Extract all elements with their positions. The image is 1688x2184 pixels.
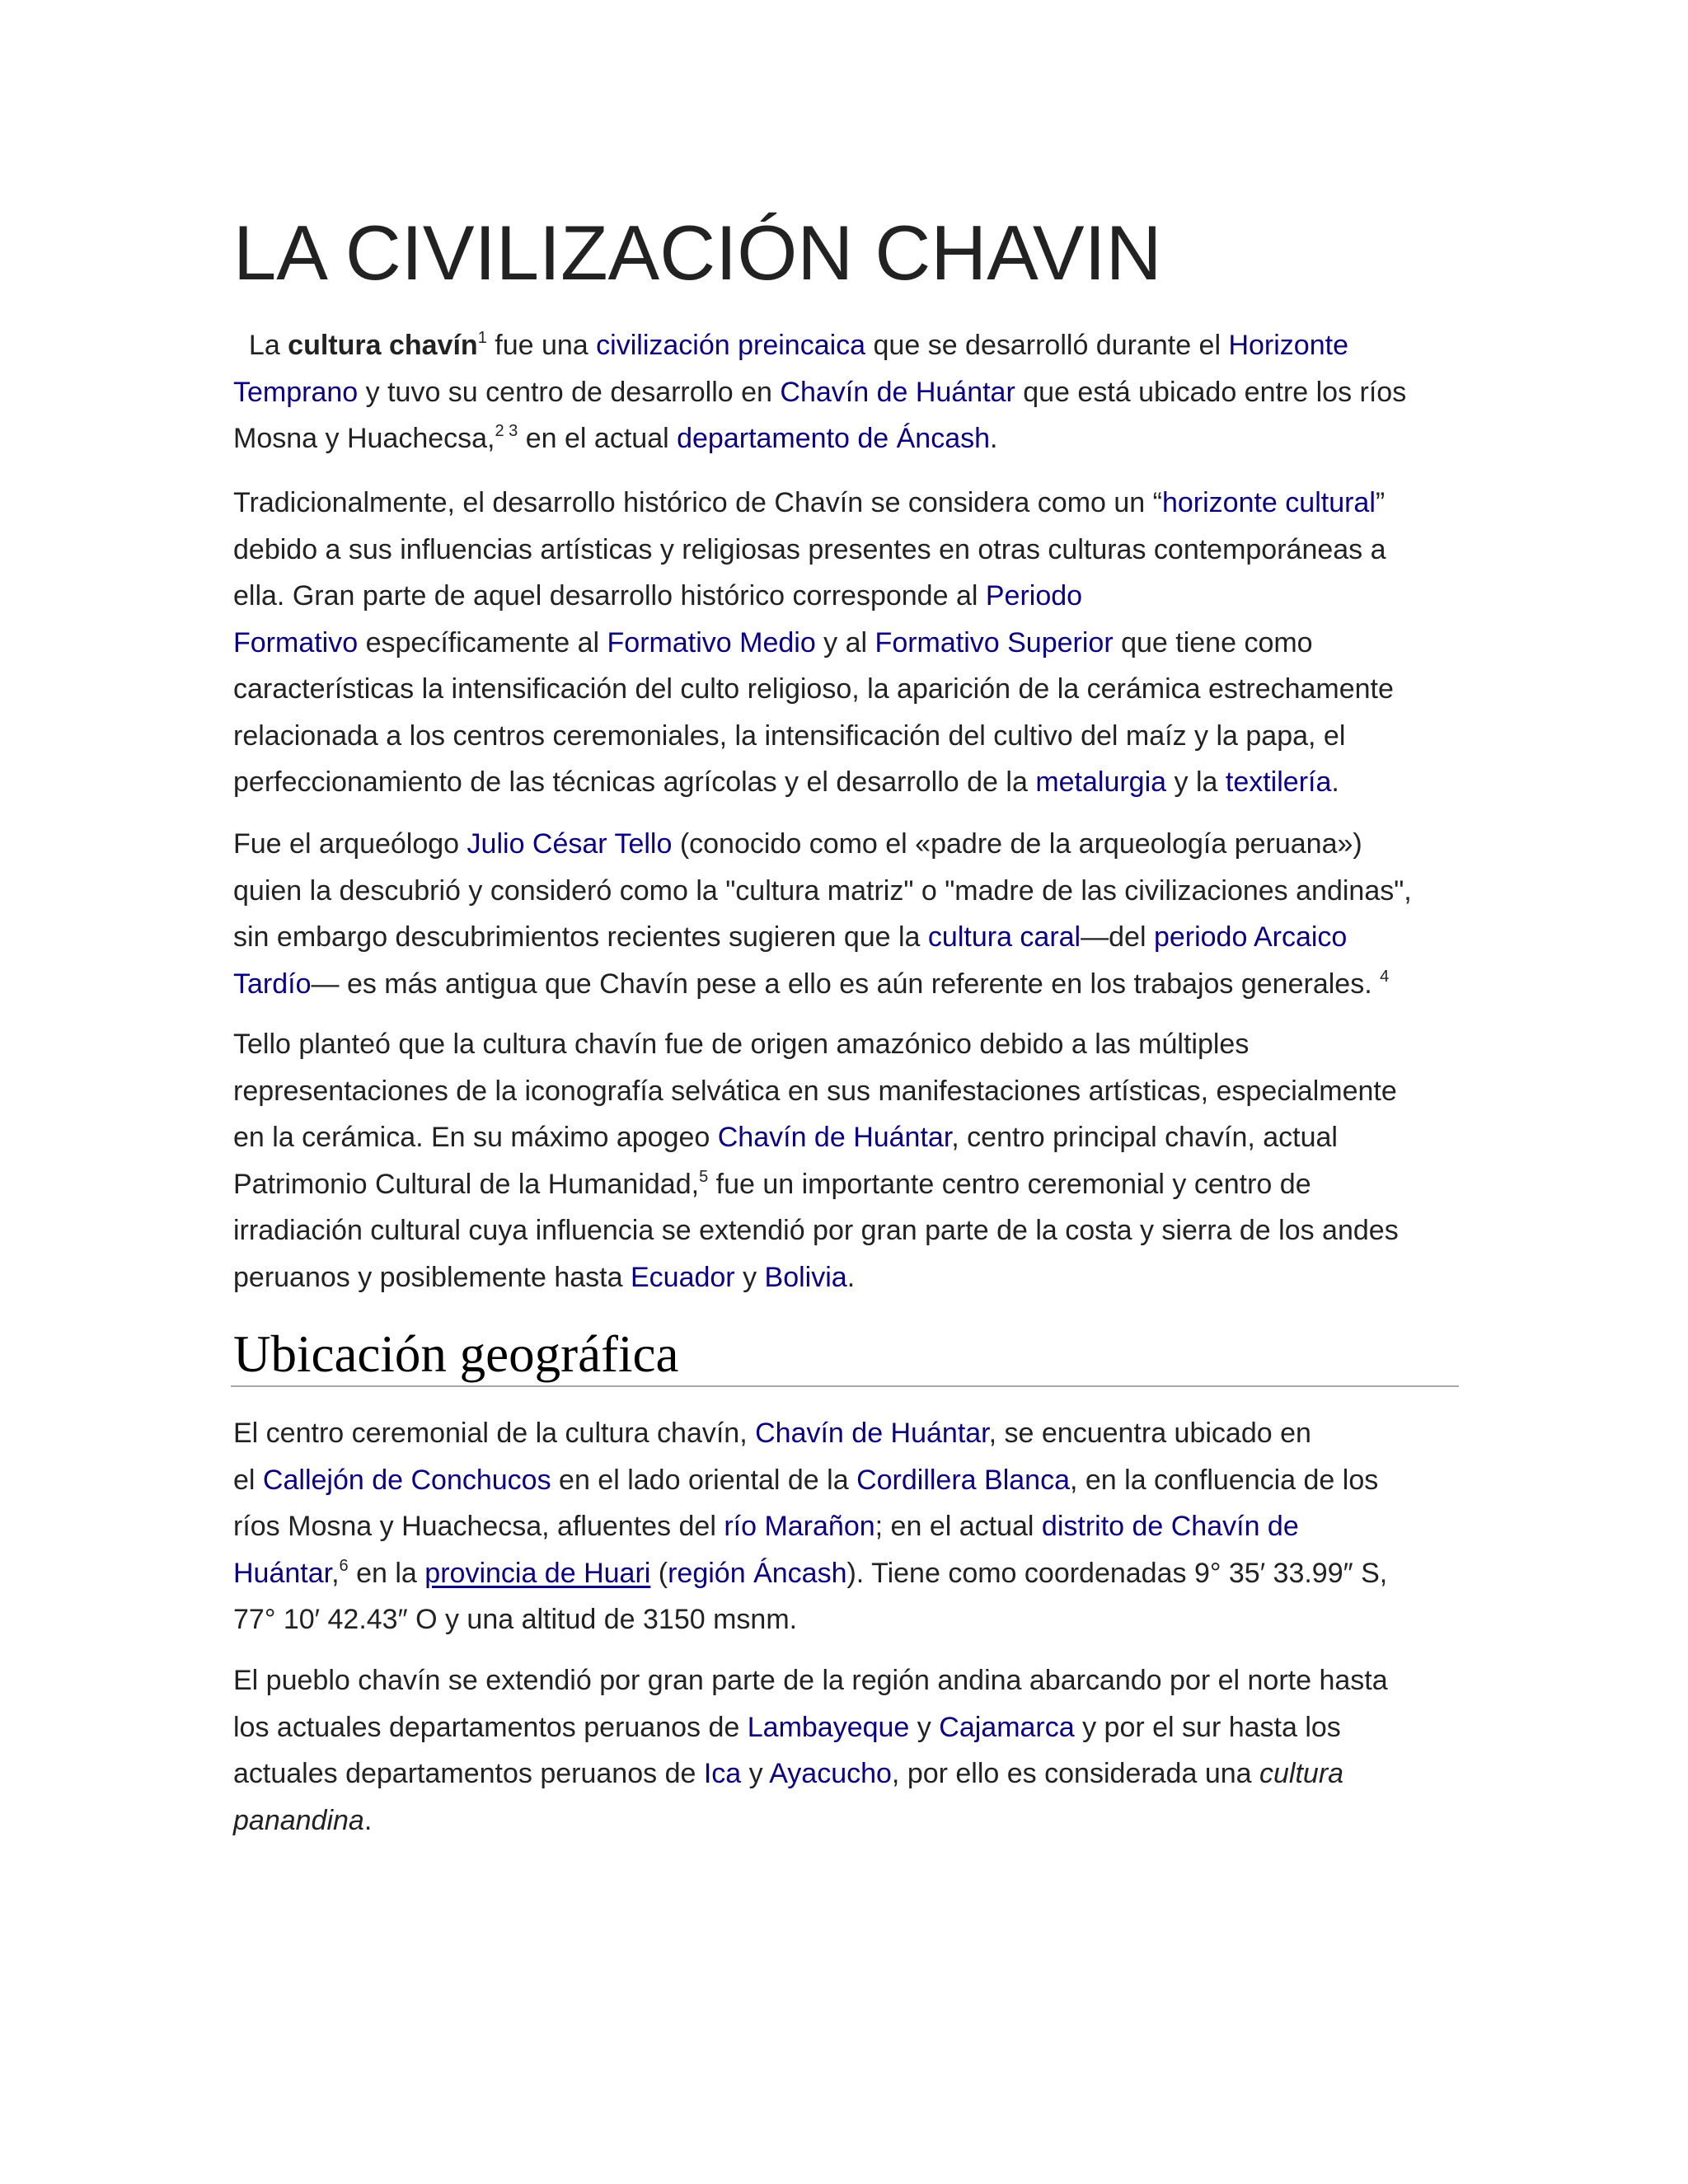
text-run: ella. Gran parte de aquel desarrollo histórico corresponde al bbox=[233, 580, 986, 612]
text-run: que se desarrolló durante el bbox=[865, 330, 1229, 361]
paragraph-ubicacion bbox=[233, 1410, 1461, 1643]
text-line: El pueblo chavín se extendió por gran parte de la región andina abarcando por el norte hasta bbox=[233, 1665, 1388, 1696]
text-run: que está ubicado entre los ríos bbox=[1015, 376, 1407, 408]
text-run: Tradicionalmente, el desarrollo histórico de Chavín se considera como un “ bbox=[233, 487, 1162, 518]
text-run: ; en el actual bbox=[874, 1511, 1042, 1542]
link-horizonte-cultural[interactable]: horizonte cultural bbox=[1161, 487, 1376, 518]
link-civilizacion-preincaica[interactable]: civilización preincaica bbox=[596, 330, 866, 361]
text-line bbox=[233, 415, 1461, 462]
text-run: en el lado oriental de la bbox=[551, 1464, 857, 1496]
text-line: Tello planteó que la cultura chavín fue de origen amazónico debido a las múltiples bbox=[233, 1029, 1250, 1060]
text-run: Mosna y Huachecsa, bbox=[233, 423, 495, 454]
link-provincia-huari[interactable]: provincia de Huari bbox=[424, 1557, 651, 1589]
text-run: ríos Mosna y Huachecsa, afluentes del bbox=[233, 1511, 724, 1542]
text-line bbox=[233, 480, 1461, 527]
italic-term: cultura bbox=[1259, 1758, 1344, 1789]
text-run: . bbox=[1331, 766, 1339, 798]
text-run: , en la confluencia de los bbox=[1069, 1464, 1379, 1496]
text-line bbox=[233, 821, 1461, 868]
text-run: Fue el arqueólogo bbox=[233, 828, 467, 860]
text-run: ( bbox=[650, 1557, 668, 1589]
text-run: y tuvo su centro de desarrollo en bbox=[358, 376, 781, 408]
text-line: irradiación cultural cuya influencia se extendió por gran parte de la costa y sierra de los andes bbox=[233, 1215, 1399, 1246]
text-run: en la cerámica. En su máximo apogeo bbox=[233, 1122, 718, 1153]
text-run: Patrimonio Cultural de la Humanidad, bbox=[233, 1168, 700, 1200]
link-chavin-de-huantar[interactable]: Chavín de Huántar bbox=[755, 1418, 989, 1449]
link-ica[interactable]: Ica bbox=[703, 1758, 742, 1789]
link-periodo-formativo[interactable]: Periodo bbox=[985, 580, 1083, 612]
footnote-ref[interactable]: 6 bbox=[339, 1556, 349, 1575]
text-run: — es más antigua que Chavín pese a ello es aún referente en los trabajos generales. bbox=[311, 968, 1372, 1000]
link-chavin-de-huantar[interactable]: Chavín de Huántar bbox=[780, 376, 1015, 408]
text-run: que tiene como bbox=[1113, 626, 1313, 658]
link-ecuador[interactable]: Ecuador bbox=[630, 1261, 735, 1293]
text-line bbox=[233, 914, 1461, 961]
text-run: y bbox=[734, 1261, 765, 1293]
text-line bbox=[233, 1161, 1461, 1208]
text-line bbox=[233, 573, 1461, 620]
link-julio-cesar-tello[interactable]: Julio César Tello bbox=[467, 828, 673, 860]
text-line bbox=[233, 1797, 1461, 1844]
italic-term: panandina bbox=[233, 1804, 364, 1836]
text-line bbox=[233, 369, 1461, 416]
text-run: actuales departamentos peruanos de bbox=[233, 1758, 704, 1789]
link-chavin-de-huantar[interactable]: Chavín de Huántar bbox=[717, 1122, 952, 1153]
text-run: , centro principal chavín, actual bbox=[951, 1122, 1338, 1153]
text-run: y bbox=[741, 1758, 770, 1789]
text-line: relacionada a los centros ceremoniales, la intensificación del cultivo del maíz y la papa, el bbox=[233, 719, 1346, 752]
text-run: en la bbox=[348, 1557, 425, 1589]
paragraph-extension bbox=[233, 1657, 1461, 1844]
link-cajamarca[interactable]: Cajamarca bbox=[939, 1711, 1075, 1743]
text-run: ). Tiene como coordenadas 9° 35′ 33.99″ S, bbox=[846, 1557, 1388, 1589]
text-line bbox=[233, 1750, 1461, 1797]
link-textileria[interactable]: textilería bbox=[1225, 766, 1332, 798]
link-distrito-chavin[interactable]: Huántar bbox=[233, 1557, 332, 1589]
paragraph-origen bbox=[233, 1021, 1461, 1301]
text-line bbox=[233, 1704, 1461, 1751]
text-run: , por ello es considerada una bbox=[891, 1758, 1259, 1789]
link-metalurgia[interactable]: metalurgia bbox=[1035, 766, 1167, 798]
text-run: en el actual bbox=[518, 423, 678, 454]
text-run: peruanos y posiblemente hasta bbox=[233, 1261, 631, 1293]
footnote-ref[interactable]: 1 bbox=[477, 329, 487, 347]
footnote-ref[interactable]: 2 3 bbox=[495, 422, 518, 440]
text-run: , se encuentra ubicado en bbox=[988, 1418, 1311, 1449]
text-run: . bbox=[990, 423, 998, 454]
text-line bbox=[233, 1457, 1461, 1504]
text-run: . bbox=[846, 1261, 856, 1293]
text-line: 77° 10′ 42.43″ O y una altitud de 3150 msnm. bbox=[233, 1604, 798, 1635]
text-line bbox=[233, 1550, 1461, 1597]
text-run: , bbox=[331, 1557, 340, 1589]
text-run: ” bbox=[1375, 487, 1386, 518]
text-line bbox=[233, 620, 1461, 667]
link-cultura-caral[interactable]: cultura caral bbox=[927, 921, 1081, 953]
paragraph-intro bbox=[233, 322, 1461, 462]
text-line: quien la descubrió y consideró como la "cultura matriz" o "madre de las civilizaciones andinas", bbox=[233, 874, 1412, 907]
text-line bbox=[233, 1410, 1461, 1457]
link-periodo-formativo[interactable]: Formativo bbox=[233, 626, 359, 658]
text-line bbox=[233, 1254, 1461, 1301]
text-run: . bbox=[363, 1804, 373, 1836]
text-line bbox=[233, 1503, 1461, 1550]
text-run: fue un importante centro ceremonial y centro de bbox=[708, 1168, 1311, 1200]
text-line bbox=[233, 961, 1461, 1008]
link-periodo-arcaico-tardio[interactable]: periodo Arcaico bbox=[1153, 921, 1348, 953]
link-cordillera-blanca[interactable]: Cordillera Blanca bbox=[856, 1464, 1070, 1496]
link-callejon-de-conchucos[interactable]: Callejón de Conchucos bbox=[262, 1464, 551, 1496]
text-run: y bbox=[909, 1711, 940, 1743]
text-run: el bbox=[233, 1464, 263, 1496]
link-formativo-superior[interactable]: Formativo Superior bbox=[874, 626, 1114, 658]
text-run: los actuales departamentos peruanos de bbox=[233, 1711, 748, 1743]
footnote-ref[interactable]: 5 bbox=[699, 1167, 709, 1186]
text-run: y por el sur hasta los bbox=[1074, 1711, 1341, 1743]
footnote-ref[interactable]: 4 bbox=[1380, 967, 1390, 986]
text-line: representaciones de la iconografía selvática en sus manifestaciones artísticas, especialmente bbox=[233, 1075, 1397, 1107]
bold-term: cultura chavín bbox=[288, 330, 478, 361]
text-run: específicamente al bbox=[358, 626, 607, 658]
text-run: sin embargo descubrimientos recientes sugieren que la bbox=[233, 921, 928, 953]
link-lambayeque[interactable]: Lambayeque bbox=[747, 1711, 910, 1743]
text-line bbox=[233, 759, 1461, 806]
section-heading: Ubicación geográfica bbox=[233, 1325, 679, 1383]
link-region-ancash[interactable]: región Áncash bbox=[668, 1557, 847, 1589]
text-line bbox=[233, 1114, 1461, 1161]
link-departamento-ancash[interactable]: departamento de Áncash bbox=[677, 423, 991, 454]
link-periodo-arcaico-tardio[interactable]: Tardío bbox=[233, 968, 312, 1000]
text-run: El centro ceremonial de la cultura chavín, bbox=[233, 1418, 756, 1449]
text-run: —del bbox=[1081, 921, 1154, 953]
text-run: La bbox=[248, 330, 288, 361]
link-bolivia[interactable]: Bolivia bbox=[764, 1261, 847, 1293]
text-line bbox=[233, 322, 1461, 369]
text-run: (conocido como el «padre de la arqueología peruana») bbox=[672, 828, 1362, 860]
text-run: perfeccionamiento de las técnicas agrícolas y el desarrollo de la bbox=[233, 766, 1036, 798]
text-run: y al bbox=[815, 626, 875, 658]
paragraph-horizonte bbox=[233, 480, 1461, 806]
text-run: y la bbox=[1166, 766, 1226, 798]
text-line: características la intensificación del culto religioso, la aparición de la cerámica estrechamente bbox=[233, 673, 1394, 705]
link-horizonte-temprano[interactable]: Temprano bbox=[233, 376, 359, 408]
heading-divider bbox=[231, 1385, 1459, 1387]
link-ayacucho[interactable]: Ayacucho bbox=[769, 1758, 892, 1789]
text-line: debido a sus influencias artísticas y religiosas presentes en otras culturas contemporáneas a bbox=[233, 533, 1386, 565]
paragraph-tello bbox=[233, 821, 1461, 1007]
link-horizonte-temprano[interactable]: Horizonte bbox=[1228, 330, 1348, 361]
link-formativo-medio[interactable]: Formativo Medio bbox=[607, 626, 816, 658]
page-title: LA CIVILIZACIÓN CHAVIN bbox=[233, 209, 1162, 296]
link-distrito-chavin[interactable]: distrito de Chavín de bbox=[1041, 1511, 1299, 1542]
link-rio-maranon[interactable]: río Marañon bbox=[724, 1511, 875, 1542]
text-run: fue una bbox=[486, 330, 597, 361]
